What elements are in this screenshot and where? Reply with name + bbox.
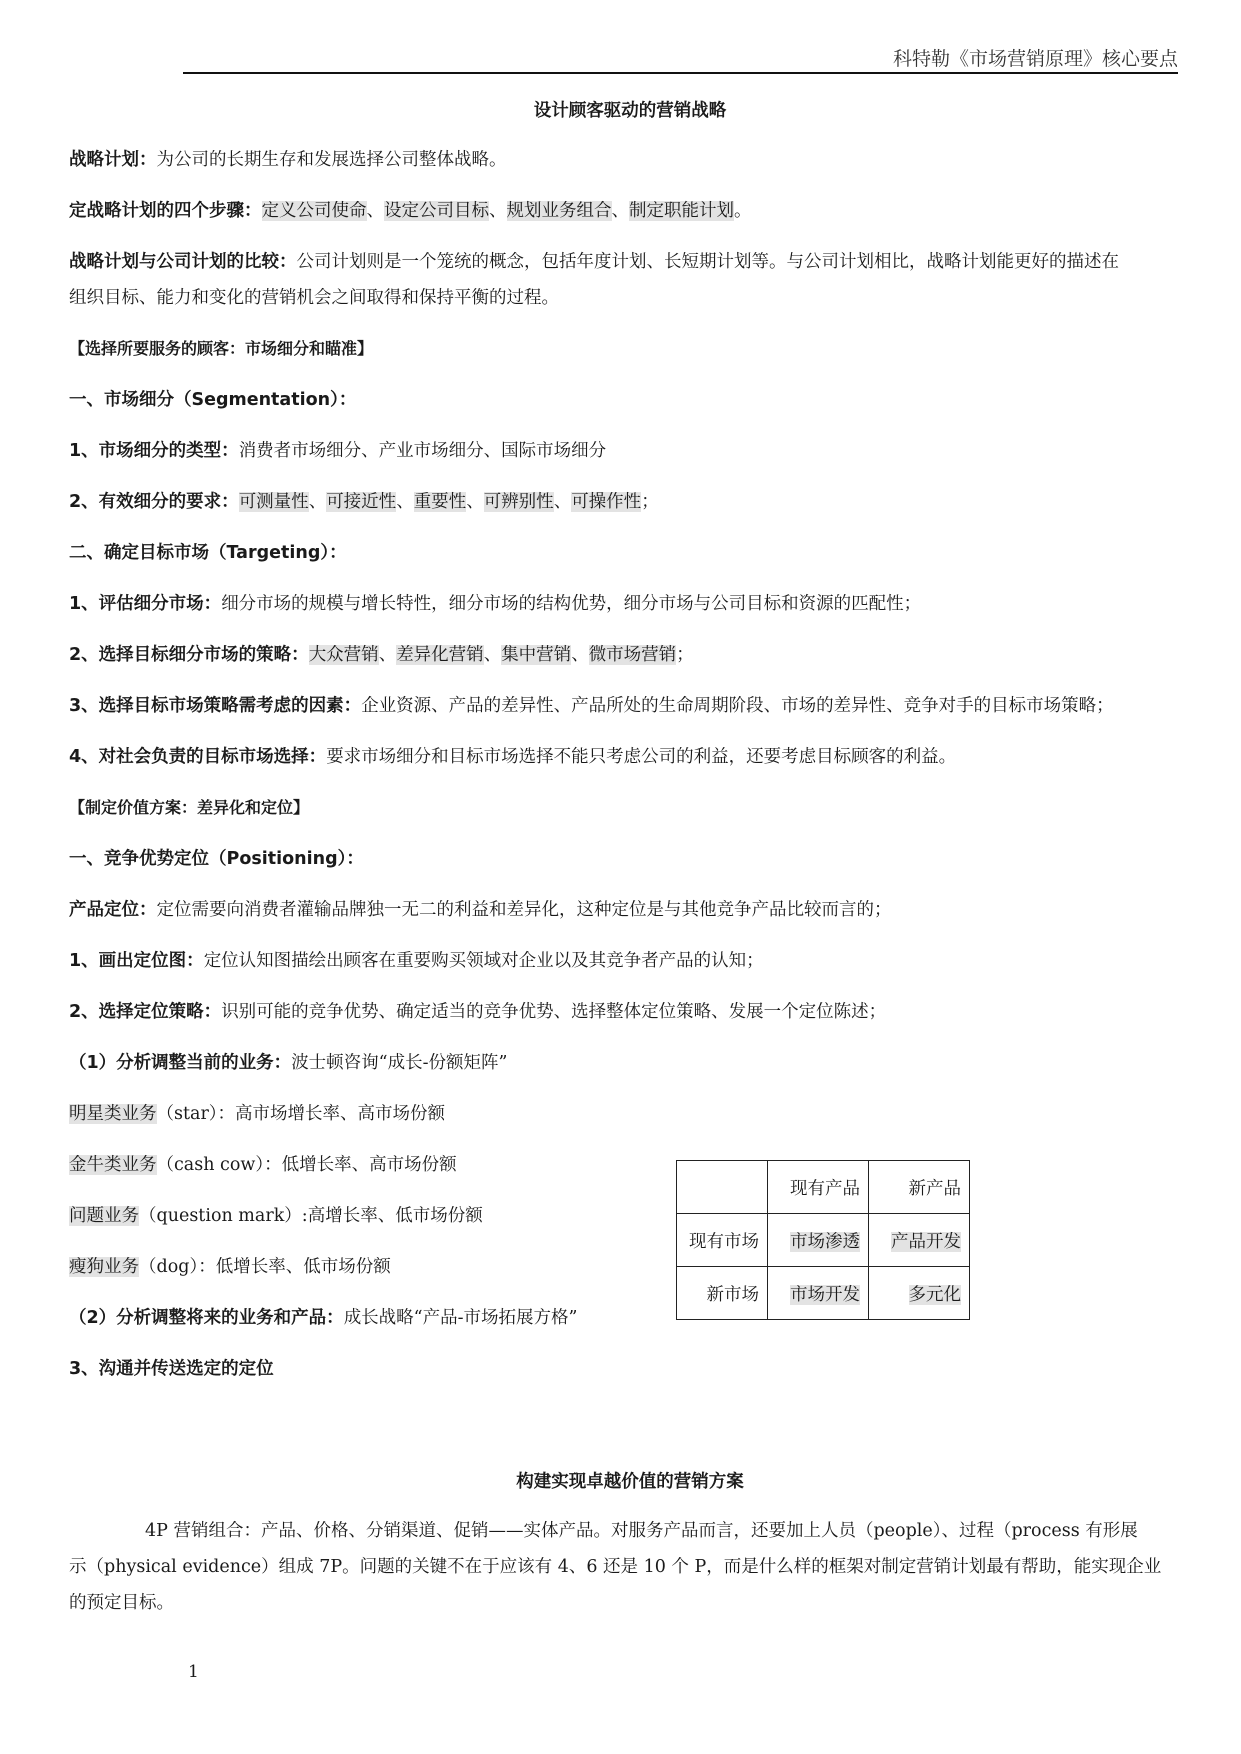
section-bracket-1: 【选择所要服务的顾客：市场细分和瞄准】 (69, 339, 374, 358)
steps-label: 定战略计划的四个步骤： (69, 201, 262, 221)
tgt-item-1: 1、评估细分市场：细分市场的规模与增长特性，细分市场的结构优势，细分市场与公司目标和资源的匹配性； (69, 594, 922, 614)
pos-item-1: 1、画出定位图：定位认知图描绘出顾客在重要购买领域对企业以及其竞争者产品的认知； (69, 951, 764, 971)
step-item: 设定公司目标 (384, 201, 489, 221)
matrix-header-row (677, 1161, 970, 1214)
matrix-row (677, 1214, 970, 1267)
bcg-question-mark: 问题业务（question mark）:高增长率、低市场份额 (69, 1206, 483, 1226)
tgt-item-4: 4、对社会负责的目标市场选择：要求市场细分和目标市场选择不能只考虑公司的利益，还要考虑目标顾客的利益。 (69, 747, 957, 767)
product-positioning: 产品定位：定位需要向消费者灌输品牌独一无二的利益和差异化，这种定位是与其他竞争产品比较而言的； (69, 900, 892, 920)
strategy-text: 为公司的长期生存和发展选择公司整体战略。 (156, 150, 507, 170)
bcg-dog: 瘦狗业务（dog）：低增长率、低市场份额 (69, 1257, 391, 1277)
compare-line-2: 组织目标、能力和变化的营销机会之间取得和保持平衡的过程。 (69, 288, 559, 308)
marketing-mix-line-2: 示（physical evidence）组成 7P。问题的关键不在于应该有 4、6 还是 10 个 P，而是什么样的框架对制定营销计划最有帮助，能实现企业 (69, 1557, 1162, 1577)
matrix-row-header: 新市场 (677, 1267, 768, 1320)
bcg-star: 明星类业务（star）：高市场增长率、高市场份额 (69, 1104, 446, 1124)
step-item: 规划业务组合 (506, 201, 612, 221)
step-item: 定义公司使命 (261, 201, 367, 221)
matrix-cell: 市场开发 (768, 1267, 869, 1320)
matrix-cell: 产品开发 (869, 1214, 970, 1267)
seg-item-2: 2、有效细分的要求：可测量性、可接近性、重要性、可辨别性、可操作性； (69, 492, 659, 512)
compare-label: 战略计划与公司计划的比较： (69, 252, 297, 272)
pos-item-2: 2、选择定位策略：识别可能的竞争优势、确定适当的竞争优势、选择整体定位策略、发展一个定位陈述； (69, 1002, 887, 1022)
marketing-mix-line-1: 4P 营销组合：产品、价格、分销渠道、促销——实体产品。对服务产品而言，还要加上人员（people）、过程（process 有形展 (145, 1521, 1138, 1541)
bcg-cash-cow: 金牛类业务（cash cow）：低增长率、高市场份额 (69, 1155, 457, 1175)
tgt-item-3: 3、选择目标市场策略需考虑的因素：企业资源、产品的差异性、产品所处的生命周期阶段、市场的差异性、竞争对手的目标市场策略； (69, 696, 1114, 716)
matrix-corner (677, 1161, 768, 1214)
matrix-cell: 市场渗透 (768, 1214, 869, 1267)
marketing-mix-line-3: 的预定目标。 (69, 1593, 174, 1613)
matrix-cell: 多元化 (869, 1267, 970, 1320)
strategy-definition (69, 148, 507, 172)
matrix-row (677, 1267, 970, 1320)
pos-item-2a: （1）分析调整当前的业务：波士顿咨询“成长-份额矩阵” (69, 1053, 508, 1073)
section-title-1: 设计顾客驱动的营销战略 (533, 101, 727, 121)
segmentation-heading: 一、市场细分（Segmentation）： (69, 390, 357, 410)
pos-item-2b: （2）分析调整将来的业务和产品：成长战略“产品-市场拓展方格” (69, 1308, 578, 1328)
section-bracket-2: 【制定价值方案：差异化和定位】 (69, 798, 310, 817)
product-market-matrix (676, 1160, 970, 1320)
matrix-col-header: 现有产品 (768, 1161, 869, 1214)
compare-line-1: 战略计划与公司计划的比较：公司计划则是一个笼统的概念，包括年度计划、长短期计划等。与公司计划相比，战略计划能更好的描述在 (69, 252, 1119, 272)
matrix-row-header: 现有市场 (677, 1214, 768, 1267)
header-rule (183, 72, 1178, 74)
tgt-item-2: 2、选择目标细分市场的策略：大众营销、差异化营销、集中营销、微市场营销； (69, 645, 694, 665)
step-item: 制定职能计划 (629, 201, 734, 221)
matrix-col-header: 新产品 (869, 1161, 970, 1214)
steps-line: 定战略计划的四个步骤：定义公司使命、设定公司目标、规划业务组合、制定职能计划。 (69, 201, 752, 221)
header-title: 科特勒《市场营销原理》核心要点 (892, 48, 1178, 70)
page-number: 1 (188, 1662, 199, 1682)
section-title-2: 构建实现卓越价值的营销方案 (516, 1472, 744, 1492)
strategy-label: 战略计划： (69, 150, 157, 170)
pos-item-3: 3、沟通并传送选定的定位 (69, 1359, 274, 1379)
positioning-heading: 一、竞争优势定位（Positioning）： (69, 849, 364, 869)
seg-item-1: 1、市场细分的类型：消费者市场细分、产业市场细分、国际市场细分 (69, 441, 607, 461)
targeting-heading: 二、确定目标市场（Targeting）： (69, 543, 347, 563)
